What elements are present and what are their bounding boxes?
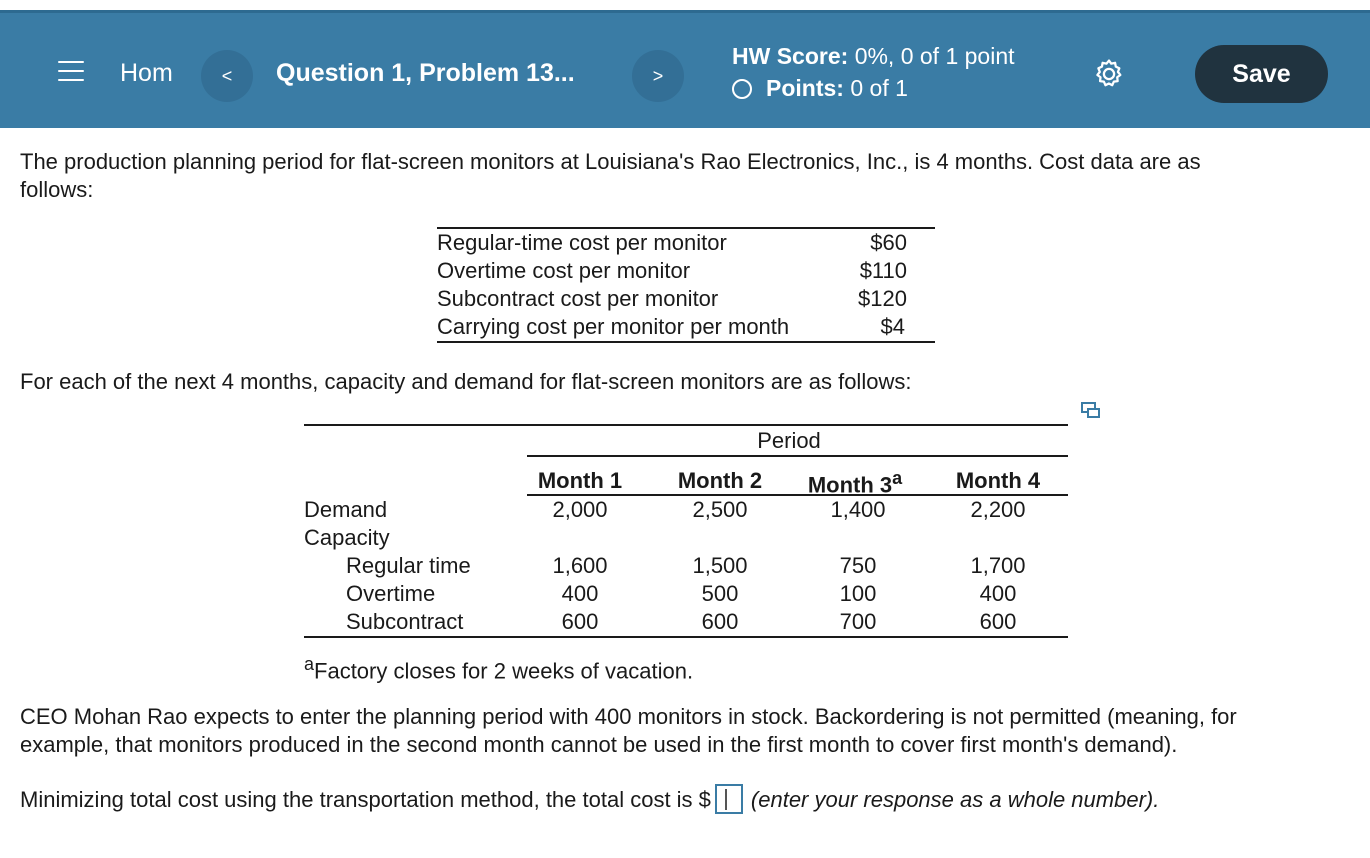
overtime-cell: 100 — [839, 581, 877, 606]
month-header: Month 2 — [677, 468, 763, 493]
points-status-icon — [732, 79, 752, 99]
ceo-line-2: example, that monitors produced in the second month cannot be used in the first month to cover first month's demand). — [20, 732, 1178, 757]
cost-row — [437, 313, 935, 341]
cost-row — [437, 229, 935, 257]
regular-cell: 1,700 — [970, 553, 1026, 578]
hw-score-value: 0%, 0 of 1 point — [854, 43, 1015, 69]
overtime-cell: 400 — [979, 581, 1017, 606]
hw-score — [732, 43, 1015, 70]
hw-score-label: HW Score: — [732, 43, 849, 69]
footnote-sup: a — [304, 654, 315, 674]
points-value: 0 of 1 — [850, 75, 908, 101]
subcontract-cell: 600 — [979, 609, 1017, 634]
question-text — [20, 784, 1159, 814]
demand-label: Demand — [304, 497, 388, 522]
text-cursor — [725, 789, 727, 810]
subcontract-label: Subcontract — [346, 609, 464, 634]
period-rule — [527, 455, 1068, 457]
question-hint: (enter your response as a whole number). — [750, 787, 1160, 812]
demand-cell: 2,000 — [552, 497, 608, 522]
cost-value: $60 — [870, 230, 907, 255]
table-bottom-rule — [304, 636, 1068, 638]
ceo-line-1: CEO Mohan Rao expects to enter the planning period with 400 monitors in stock. Backordering is not permitted (meaning, for — [20, 704, 1237, 729]
table-footnote — [304, 650, 693, 685]
top-bar — [0, 10, 1370, 128]
ceo-text — [20, 703, 1237, 759]
cost-value: $110 — [859, 258, 907, 283]
cost-value: $120 — [858, 286, 907, 311]
cost-label: Regular-time cost per monitor — [437, 230, 727, 255]
points-label: Points: — [766, 75, 844, 101]
intro-line-2: follows: — [20, 177, 94, 202]
demand-cell: 2,200 — [970, 497, 1026, 522]
home-link[interactable]: Hom — [120, 59, 173, 87]
month-header: Month 4 — [955, 468, 1041, 493]
month-3-label: Month 3 — [807, 472, 893, 498]
settings-gear-icon[interactable] — [1092, 57, 1126, 91]
demand-cell: 1,400 — [830, 497, 886, 522]
regular-time-label: Regular time — [346, 553, 471, 578]
capacity-intro: For each of the next 4 months, capacity and demand for flat-screen monitors are as follows: — [20, 369, 912, 394]
intro-text — [20, 148, 1201, 204]
subcontract-cell: 600 — [561, 609, 599, 634]
footnote-marker: a — [892, 468, 903, 488]
cost-row — [437, 257, 935, 285]
popout-table-icon[interactable] — [1081, 402, 1101, 418]
cost-label: Overtime cost per monitor — [437, 258, 691, 283]
save-button[interactable]: Save — [1195, 45, 1328, 103]
regular-cell: 1,600 — [552, 553, 608, 578]
regular-cell: 1,500 — [692, 553, 748, 578]
top-strip — [0, 0, 1370, 10]
total-cost-answer-input[interactable] — [715, 784, 743, 814]
cost-table — [437, 227, 935, 343]
next-question-button[interactable]: > — [632, 50, 684, 102]
subcontract-cell: 600 — [701, 609, 739, 634]
intro-line-1: The production planning period for flat-screen monitors at Louisiana's Rao Electronics, Inc., is 4 months. Cost data are as — [20, 149, 1201, 174]
overtime-cell: 500 — [701, 581, 739, 606]
points — [732, 75, 908, 102]
overtime-label: Overtime — [346, 581, 436, 606]
cost-label: Subcontract cost per monitor — [437, 286, 719, 311]
previous-question-button[interactable]: < — [201, 50, 253, 102]
capacity-label: Capacity — [304, 525, 390, 550]
footnote-text: Factory closes for 2 weeks of vacation. — [314, 658, 694, 684]
subcontract-cell: 700 — [839, 609, 877, 634]
period-header: Period — [757, 428, 821, 453]
table-top-rule — [304, 424, 1068, 426]
cost-row — [437, 285, 935, 313]
overtime-cell: 400 — [561, 581, 599, 606]
menu-icon[interactable] — [58, 61, 84, 83]
regular-cell: 750 — [839, 553, 877, 578]
month-header: Month 1 — [537, 468, 623, 493]
cost-label: Carrying cost per monitor per month — [437, 314, 790, 339]
question-title: Question 1, Problem 13... — [276, 59, 575, 87]
question-prefix: Minimizing total cost using the transportation method, the total cost is $ — [20, 787, 711, 812]
cost-value: $4 — [880, 314, 905, 339]
header-bottom-rule — [527, 494, 1068, 496]
demand-cell: 2,500 — [692, 497, 748, 522]
